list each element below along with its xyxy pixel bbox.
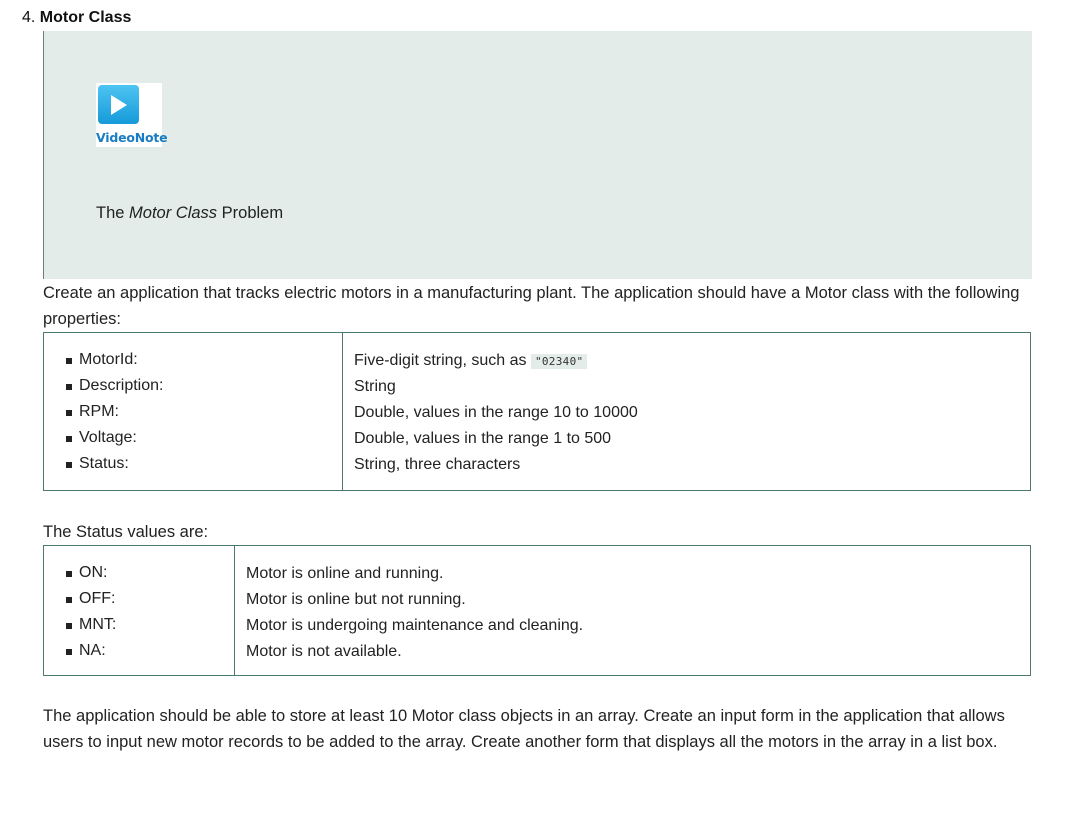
status-desc: Motor is online but not running. — [246, 591, 466, 608]
property-desc: String, three characters — [354, 456, 521, 473]
caption-suffix: Problem — [217, 204, 284, 222]
section-heading — [22, 9, 131, 27]
property-desc: String — [354, 378, 396, 395]
section-title: Motor Class — [39, 9, 132, 26]
videonote-label: VideoNote — [96, 130, 168, 145]
example-code: "02340" — [531, 354, 587, 369]
intro-paragraph: Create an application that tracks electric motors in a manufacturing plant. The application should have a Motor class with the following properties: — [43, 284, 1020, 328]
videonote-link[interactable] — [96, 83, 168, 147]
property-list — [44, 333, 342, 477]
property-name: MotorId: — [64, 347, 342, 373]
status-code: NA: — [64, 638, 234, 664]
videonote-caption — [96, 204, 283, 223]
status-desc: Motor is undergoing maintenance and cleaning. — [246, 617, 584, 634]
status-code: ON: — [64, 560, 234, 586]
property-name: RPM: — [64, 399, 342, 425]
cropped-previous-line — [0, 0, 300, 4]
property-desc-text: Five-digit string, such as — [354, 352, 531, 369]
property-names-cell — [44, 333, 343, 491]
property-name: Voltage: — [64, 425, 342, 451]
status-code: MNT: — [64, 612, 234, 638]
property-desc — [354, 347, 1030, 373]
status-intro: The Status values are: — [43, 523, 209, 541]
property-name: Status: — [64, 451, 342, 477]
property-desc: Double, values in the range 10 to 10000 — [354, 404, 638, 421]
property-name: Description: — [64, 373, 342, 399]
caption-emphasis: Motor Class — [129, 204, 218, 222]
videonote-panel — [43, 31, 1032, 279]
status-table — [43, 545, 1031, 676]
property-desc: Double, values in the range 1 to 500 — [354, 430, 612, 447]
properties-table — [43, 332, 1031, 491]
status-list — [44, 546, 234, 664]
status-desc: Motor is online and running. — [246, 565, 444, 582]
property-descriptions-cell — [343, 333, 1031, 491]
caption-prefix: The — [96, 204, 130, 222]
status-desc: Motor is not available. — [246, 643, 402, 660]
play-icon[interactable] — [98, 85, 139, 124]
status-codes-cell — [44, 546, 235, 676]
status-code: OFF: — [64, 586, 234, 612]
item-number: 4. — [22, 9, 36, 26]
status-descriptions-cell — [235, 546, 1031, 676]
closing-paragraph: The application should be able to store at least 10 Motor class objects in an array. Create an input form in the application that allows users to input new motor records to be added to the array. Create another form that displays all the motors in the array in a list box. — [43, 707, 1005, 751]
